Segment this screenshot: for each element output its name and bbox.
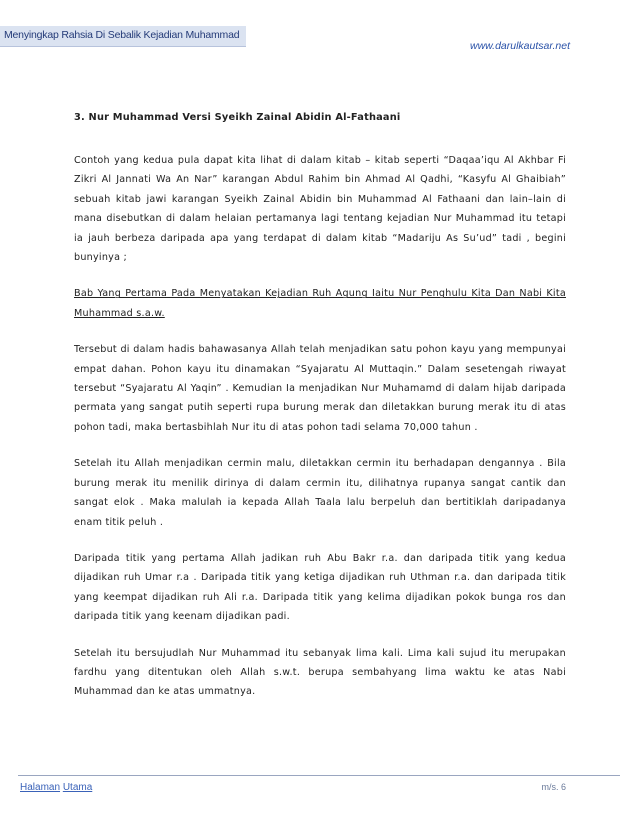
- paragraph-3: Setelah itu Allah menjadikan cermin malu, diletakkan cermin itu berhadapan dengannya . Bila burung merak itu menilik dirinya di dalam cermin itu, dilihatnya rupanya sangat cantik dan sangat elok . Maka malulah ia kepada Allah Taala lalu berpeluh dan bertitiklah daripadanya enam titik peluh .: [74, 458, 566, 528]
- paragraph-1: Contoh yang kedua pula dapat kita lihat di dalam kitab – kitab seperti “Daqaa’iqu Al Akhbar Fi Zikri Al Jannati Wa An Nar” karangan Abdul Rahim bin Ahmad Al Qadhi, “Kasyfu Al Ghaibiah” sebuah kitab jawi karangan Syeikh Zainal Abidin bin Muhammad Al Fathaani dan lain–lain di mana disebutkan di dalam helaian pertamanya lagi tentang kejadian Nur Muhammad itu tetapi ia jauh berbeza daripada apa yang terdapat di dalam kitab “Madariju As Su’ud” tadi , begini bunyinya ;: [74, 155, 566, 264]
- main-content: [74, 112, 566, 719]
- footer-divider: [18, 775, 620, 776]
- paragraph-4: Daripada titik yang pertama Allah jadikan ruh Abu Bakr r.a. dan daripada titik yang kedua dijadikan ruh Umar r.a . Daripada titik yang ketiga dijadikan ruh Uthman r.a. dan daripada titik yang keempat dijadikan ruh Ali r.a. Daripada titik yang kelima dijadikan pokok bunga ros dan daripada titik yang keenam dijadikan padi.: [74, 552, 566, 623]
- paragraph-2: Tersebut di dalam hadis bahawasanya Allah telah menjadikan satu pohon kayu yang mempunyai empat dahan. Pohon kayu itu dinamakan “Syajaratu Al Muttaqin.” Dalam sesetengah riwayat tersebut “Syajaratu Al Yaqin” . Kemudian Ia menjadikan Nur Muhamamd di dalam hijab daripada permata yang sangat putih seperti rupa burung merak dan diletakkan burung merak itu di atas pohon tadi, maka bertasbihlah Nur itu di atas pohon tadi selama 70,000 tahun .: [74, 344, 566, 433]
- home-link-utama[interactable]: Utama: [62, 782, 93, 793]
- section-heading: 3. Nur Muhammad Versi Syeikh Zainal Abidin Al-Fathaani: [74, 112, 401, 123]
- page-number: m/s. 6: [541, 782, 566, 792]
- home-link-halaman[interactable]: Halaman: [20, 782, 61, 793]
- header-title-tab: [0, 26, 246, 47]
- website-url: www.darulkautsar.net: [470, 40, 570, 52]
- footer-nav: [20, 782, 92, 793]
- paragraph-5: Setelah itu bersujudlah Nur Muhammad itu sebanyak lima kali. Lima kali sujud itu merupakan fardhu yang ditentukan oleh Allah s.w.t. berupa sembahyang lima waktu ke atas Nabi Muhammad dan ke atas ummatnya.: [74, 647, 566, 698]
- chapter-title: Bab Yang Pertama Pada Menyatakan Kejadian Ruh Agung Iaitu Nur Penghulu Kita Dan Nabi Kita Muhammad s.a.w.: [74, 288, 566, 319]
- header-title: Menyingkap Rahsia Di Sebalik Kejadian Muhammad: [4, 29, 240, 41]
